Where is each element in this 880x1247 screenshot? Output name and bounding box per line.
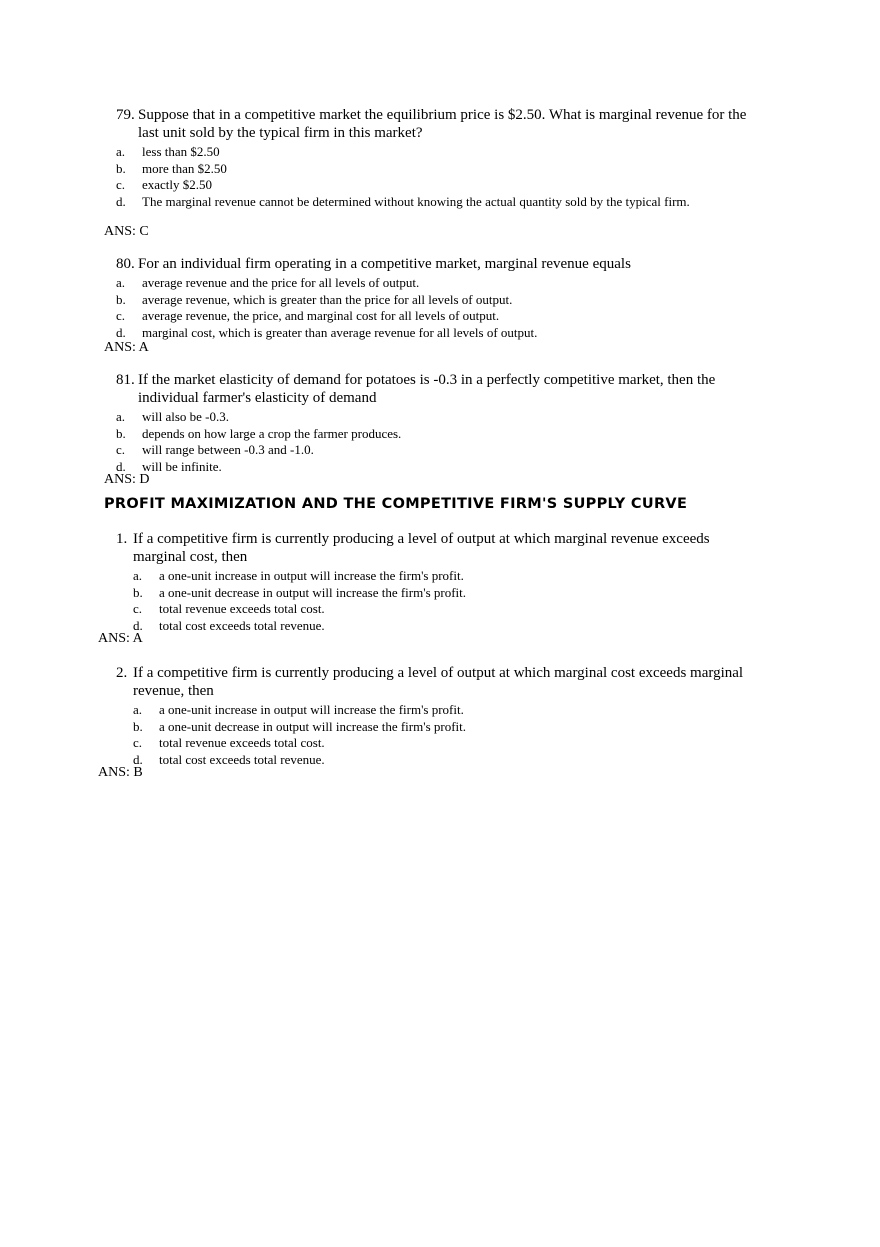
option-letter: b.	[133, 584, 143, 600]
question-text: Suppose that in a competitive market the equilibrium price is $2.50. What is marginal revenue for the last unit sold by the typical firm in this market?	[138, 107, 747, 141]
section-heading: PROFIT MAXIMIZATION AND THE COMPETITIVE FIRM'S SUPPLY CURVE	[104, 496, 688, 512]
answer-79: ANS: C	[104, 224, 149, 239]
option-a	[116, 275, 776, 292]
option-text: average revenue, which is greater than the price for all levels of output.	[142, 291, 513, 307]
option-text: total revenue exceeds total cost.	[159, 735, 325, 751]
question-stem	[116, 371, 766, 407]
option-letter: b.	[116, 291, 126, 307]
option-letter: a.	[133, 702, 143, 717]
option-letter: c.	[116, 442, 126, 458]
option-letter: c.	[116, 308, 126, 324]
option-letter: b.	[116, 425, 126, 441]
option-letter: b.	[133, 718, 143, 734]
options-list	[116, 409, 766, 475]
option-text: average revenue, the price, and marginal cost for all levels of output.	[142, 308, 500, 324]
question-79	[116, 106, 766, 210]
option-a	[133, 568, 766, 585]
question-text: For an individual firm operating in a competitive market, marginal revenue equals	[138, 256, 631, 272]
option-text: marginal cost, which is greater than average revenue for all levels of output.	[142, 324, 538, 340]
option-d	[133, 618, 766, 635]
option-letter: d.	[116, 193, 126, 209]
option-text: average revenue and the price for all levels of output.	[142, 275, 420, 290]
option-text: a one-unit increase in output will increase the firm's profit.	[159, 568, 464, 583]
option-letter: a.	[133, 568, 143, 583]
option-text: a one-unit decrease in output will increase the firm's profit.	[159, 718, 467, 734]
option-letter: c.	[133, 601, 143, 617]
options-list	[116, 702, 766, 768]
option-text: total revenue exceeds total cost.	[159, 601, 325, 617]
option-a	[133, 702, 766, 719]
option-b	[116, 426, 766, 443]
option-c	[133, 601, 766, 618]
option-b	[116, 161, 766, 178]
option-letter: d.	[133, 617, 143, 633]
option-text: The marginal revenue cannot be determined without knowing the actual quantity sold by the typical firm.	[142, 193, 690, 209]
option-text: exactly $2.50	[142, 177, 213, 193]
options-list	[116, 275, 776, 341]
option-letter: c.	[116, 177, 126, 193]
option-text: a one-unit decrease in output will increase the firm's profit.	[159, 584, 467, 600]
option-b	[133, 585, 766, 602]
option-letter: a.	[116, 275, 126, 290]
question-1	[116, 530, 766, 634]
question-stem	[116, 530, 766, 566]
option-letter: d.	[116, 458, 126, 474]
option-text: will be infinite.	[142, 458, 222, 474]
option-text: a one-unit increase in output will increase the firm's profit.	[159, 702, 464, 717]
option-b	[133, 719, 766, 736]
option-d	[116, 325, 776, 342]
option-c	[116, 308, 776, 325]
options-list	[116, 568, 766, 634]
question-80	[116, 255, 776, 341]
question-stem	[116, 255, 776, 273]
option-text: depends on how large a crop the farmer produces.	[142, 425, 402, 441]
question-2	[116, 664, 766, 768]
question-number: 1.	[116, 531, 128, 547]
option-letter: a.	[116, 409, 126, 424]
question-text: If a competitive firm is currently producing a level of output at which marginal cost exceeds marginal revenue, then	[133, 665, 744, 699]
question-81	[116, 371, 766, 475]
question-stem	[116, 664, 766, 700]
option-letter: a.	[116, 144, 126, 159]
answer-81: ANS: D	[104, 472, 150, 487]
option-a	[116, 144, 766, 161]
option-letter: d.	[133, 751, 143, 767]
options-list	[116, 144, 766, 210]
question-number: 79.	[116, 107, 135, 123]
question-text: If the market elasticity of demand for potatoes is -0.3 in a perfectly competitive market, then the individual farmer's elasticity of demand	[138, 372, 716, 406]
option-text: less than $2.50	[142, 144, 220, 159]
option-c	[116, 177, 766, 194]
option-d	[133, 752, 766, 769]
option-text: will range between -0.3 and -1.0.	[142, 442, 314, 458]
option-d	[116, 459, 766, 476]
option-text: total cost exceeds total revenue.	[159, 751, 325, 767]
option-d	[116, 194, 766, 211]
option-letter: c.	[133, 735, 143, 751]
option-letter: b.	[116, 160, 126, 176]
option-b	[116, 292, 776, 309]
answer-2: ANS: B	[98, 765, 143, 780]
answer-80: ANS: A	[104, 340, 149, 355]
question-stem	[116, 106, 766, 142]
answer-1: ANS: A	[98, 631, 143, 646]
question-number: 2.	[116, 665, 128, 681]
option-letter: d.	[116, 324, 126, 340]
question-number: 81.	[116, 372, 135, 388]
question-number: 80.	[116, 256, 135, 272]
question-text: If a competitive firm is currently producing a level of output at which marginal revenue exceeds marginal cost, then	[133, 531, 710, 565]
option-text: total cost exceeds total revenue.	[159, 617, 325, 633]
option-a	[116, 409, 766, 426]
option-c	[133, 735, 766, 752]
option-c	[116, 442, 766, 459]
option-text: will also be -0.3.	[142, 409, 230, 424]
option-text: more than $2.50	[142, 160, 227, 176]
